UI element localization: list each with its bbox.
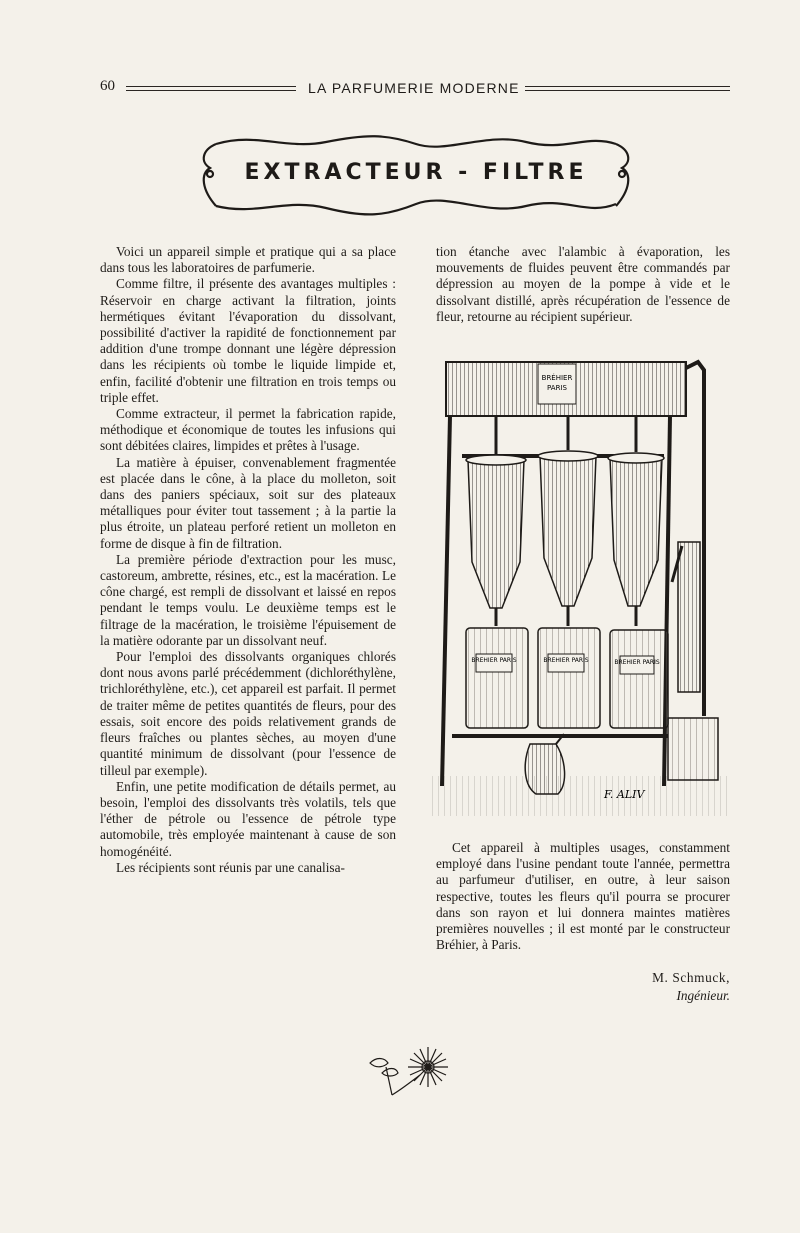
header-rule-right: [525, 86, 730, 91]
reservoir-plate-text: BRÉHIER: [541, 374, 573, 382]
flower-ornament-icon: [362, 1045, 462, 1103]
paragraph: Voici un appareil simple et pratique qui a sa place dans tous les laboratoires de parfumerie.: [100, 244, 396, 276]
svg-text:PARIS: PARIS: [547, 384, 567, 392]
paragraph: Les récipients sont réunis par une canalisa-: [116, 859, 345, 875]
article-title: EXTRACTEUR - FILTRE: [244, 160, 588, 185]
vessel-label-2: BREHIER PARIS: [543, 657, 589, 664]
left-column: [100, 244, 396, 876]
vessel-label-3: BREHIER PARIS: [614, 659, 660, 666]
header-rule-left: [126, 86, 296, 91]
journal-title: LA PARFUMERIE MODERNE: [308, 80, 520, 96]
paragraph: La matière à épuiser, convenablement fragmentée est placée dans le cône, à la place du molleton, soit dans des paniers spéciaux, soit sur des plateaux métalliques pour éviter tout tassement ; à la partie la plus étroite, un plateau perforé retient un molleton en forme de disque à fin de filtration.: [100, 454, 396, 551]
extractor-filter-illustration: [432, 356, 732, 826]
paragraph: La première période d'extraction pour les musc, castoreum, ambrette, résines, etc., est la macération. Le cône chargé, est rempli de dissolvant et laissé en repos pendant le temps voulu. Le deuxième temps est le filtrage de la macération, le troisième l'épuisement de la matière odorante par un dissolvant neuf.: [100, 551, 396, 648]
running-header: [100, 78, 730, 100]
floral-tailpiece: [362, 1045, 462, 1103]
apparatus-engraving: [432, 356, 732, 826]
paragraph: Comme filtre, il présente des avantages multiples : Réservoir en charge activant la filtration, joints hermétiques évitant l'évaporation du dissolvant, possibilité d'activer la rapidité de fonctionnement par addition d'une trompe donnant une légère dépression dans les récipients où tombe le liquide limpide et, enfin, facilité d'obtenir une filtration en trois temps ou triple effet.: [100, 276, 396, 405]
paragraph: Cet appareil à multiples usages, constamment employé dans l'usine pendant toute l'année, permettra au parfumeur d'utiliser, en outre, à leur saison respective, toutes les fleurs qu'il pourra se procurer dans son rayon et lui donnera maintes matières premières nouvelles ; il est monté par le constructeur Bréhier, à Paris.: [436, 840, 730, 953]
paragraph: Comme extracteur, il permet la fabrication rapide, méthodique et économique de toutes les infusions qui sont débitées claires, limpides et prêtes à l'usage.: [100, 406, 396, 454]
vessel-label-1: BREHIER PARIS: [471, 657, 517, 664]
right-column-top: [436, 244, 730, 325]
title-cartouche: [196, 130, 636, 218]
author-role: Ingénieur.: [676, 988, 730, 1003]
author-name: M. Schmuck,: [652, 970, 730, 985]
page-number: 60: [100, 78, 115, 94]
paragraph: tion étanche avec l'alambic à évaporation, les mouvements de fluides peuvent être commandés par dépression au moyen de la pompe à vide et le dissolvant distillé, après récupération de l'essence de fleur, retourne au récipient supérieur.: [436, 244, 730, 324]
paragraph: Enfin, une petite modification de détails permet, au besoin, l'emploi des dissolvants très volatils, tels que l'éther de pétrole ou l'essence de pétrole type automobile, très employée maintenant à cause de son homogénéité.: [100, 778, 396, 859]
right-column-bottom: [436, 840, 730, 953]
engraver-signature: F. ALIV: [604, 788, 645, 801]
paragraph: Pour l'emploi des dissolvants organiques chlorés dont nous avons parlé précédemment (dichloréthylène, trichloréthylène, etc.), cet appareil est parfait. Il permet de traiter même de petites quantités de fleurs, pour des essais, soit encore des poids relativement grands de fleurs fraîches ou plantes sèches, au moyen d'une quantité minimum de dissolvant (pour l'essence de tilleul par exemple).: [100, 649, 396, 778]
